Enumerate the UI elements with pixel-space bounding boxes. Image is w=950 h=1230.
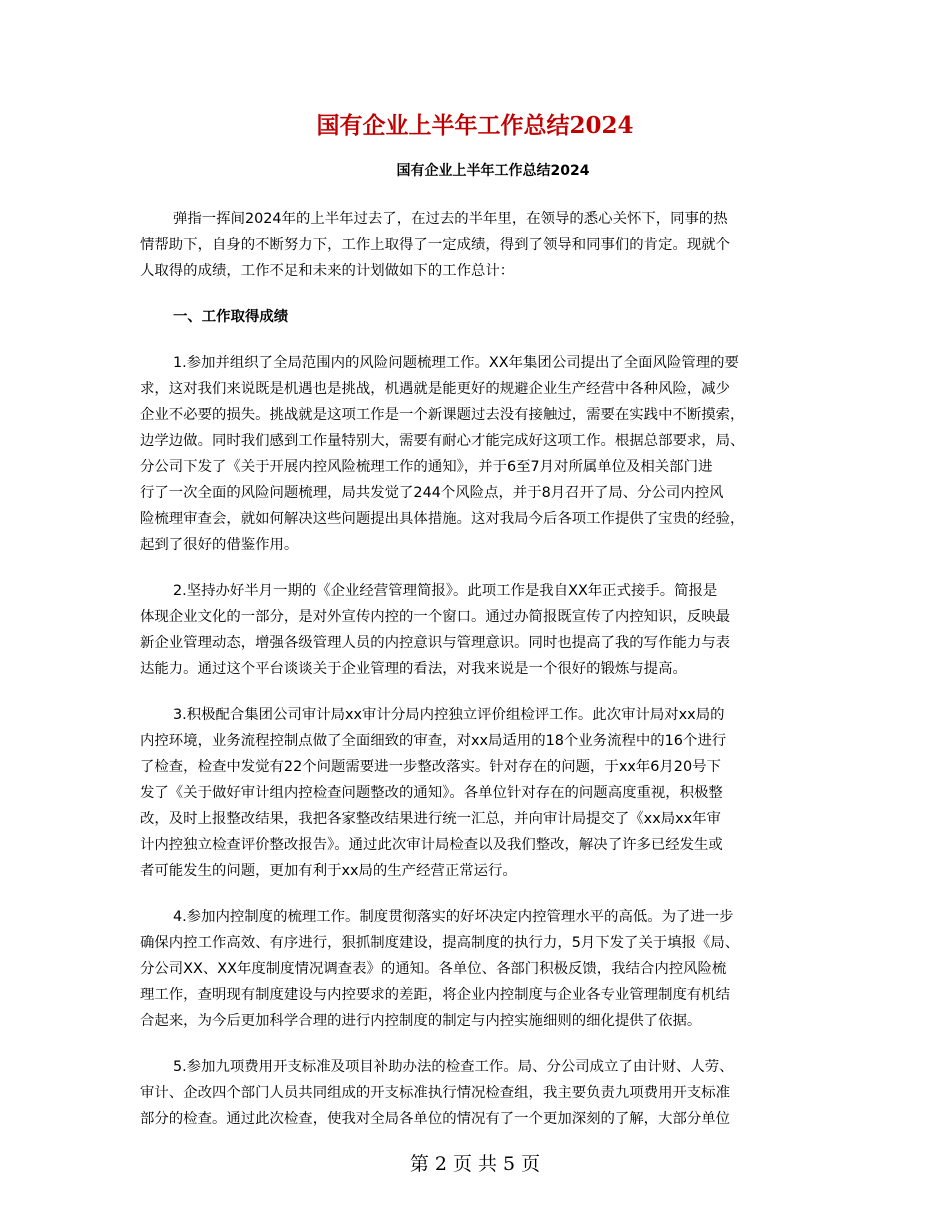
intro-paragraph (140, 206, 820, 284)
text-line: 发了《关于做好审计组内控检查问题整改的通知》。各单位针对存在的问题高度重视，积极整 (140, 785, 723, 801)
text-line: 审计、企改四个部门人员共同组成的开支标准执行情况检查组，我主要负责九项费用开支标准 (140, 1085, 731, 1101)
item-paragraph-1 (140, 350, 820, 558)
text-line: 2.坚持办好半月一期的《企业经营管理简报》。此项工作是我自XX年正式接手。简报是 (173, 583, 718, 599)
text-line: 分公司XX、XX年度制度情况调查表》的通知。各单位、各部门积极反馈，我结合内控风险梳 (140, 961, 727, 977)
text-line: 3.积极配合集团公司审计局xx审计分局内控独立评价组检评工作。此次审计局对xx局的 (173, 707, 725, 723)
text-line: 新企业管理动态，增强各级管理人员的内控意识与管理意识。同时也提高了我的写作能力与表 (140, 635, 731, 651)
section-heading: 一、工作取得成绩 (173, 309, 289, 325)
text-line: 起到了很好的借鉴作用。 (140, 537, 299, 553)
text-line: 达能力。通过这个平台谈谈关于企业管理的看法，对我来说是一个很好的锻炼与提高。 (140, 661, 687, 677)
item-paragraph-4 (140, 904, 820, 1034)
text-line: 求，这对我们来说既是机遇也是挑战，机遇就是能更好的规避企业生产经营中各种风险，减少 (140, 381, 731, 397)
text-line: 计内控独立检查评价整改报告》。通过此次审计局检查以及我们整改，解决了许多已经发生或 (140, 837, 723, 853)
item-paragraph-2 (140, 578, 820, 682)
text-line: 边学边做。同时我们感到工作量特别大，需要有耐心才能完成好这项工作。根据总部要求，局、 (140, 433, 745, 449)
text-line: 体现企业文化的一部分，是对外宣传内控的一个窗口。通过办简报既宣传了内控知识，反映最 (140, 609, 731, 625)
text-line: 内控环境，业务流程控制点做了全面细致的审查，对xx局适用的18个业务流程中的16个进行 (140, 733, 727, 749)
document-title: 国有企业上半年工作总结2024 (316, 112, 634, 139)
text-line: 5.参加九项费用开支标准及项目补助办法的检查工作。局、分公司成立了由计财、人劳、 (173, 1059, 734, 1075)
text-line: 合起来，为今后更加科学合理的进行内控制度的制定与内控实施细则的细化提供了依据。 (140, 1013, 702, 1029)
text-line: 部分的检查。通过此次检查，使我对全局各单位的情况有了一个更加深刻的了解，大部分单位 (140, 1111, 731, 1127)
item-paragraph-3 (140, 702, 820, 884)
text-line: 1.参加并组织了全局范围内的风险问题梳理工作。XX年集团公司提出了全面风险管理的要 (173, 355, 739, 371)
text-line: 了检查，检查中发觉有22个问题需要进一步整改落实。针对存在的问题，于xx年6月20号下 (140, 759, 721, 775)
text-line: 者可能发生的问题，更加有利于xx局的生产经营正常运行。 (140, 863, 517, 879)
text-line: 确保内控工作高效、有序进行，狠抓制度建设，提高制度的执行力，5月下发了关于填报《局、 (140, 935, 740, 951)
text-line: 分公司下发了《关于开展内控风险梳理工作的通知》，并于6至7月对所属单位及相关部门进 (140, 459, 713, 475)
text-line: 人取得的成绩，工作不足和未来的计划做如下的工作总计： (140, 263, 515, 279)
document-subtitle: 国有企业上半年工作总结2024 (396, 163, 590, 179)
text-line: 改，及时上报整改结果，我把各家整改结果进行统一汇总，并向审计局提交了《xx局xx年审 (140, 811, 721, 827)
text-line: 行了一次全面的风险问题梳理，局共发觉了244个风险点，并于8月召开了局、分公司内控风 (140, 485, 724, 501)
text-line: 险梳理审查会，就如何解决这些问题提出具体措施。这对我局今后各项工作提供了宝贵的经验， (140, 511, 745, 527)
text-line: 企业不必要的损失。挑战就是这项工作是一个新课题过去没有接触过，需要在实践中不断摸索， (140, 407, 745, 423)
text-line: 弹指一挥间2024年的上半年过去了，在过去的半年里，在领导的悉心关怀下，同事的热 (173, 211, 728, 227)
text-line: 4.参加内控制度的梳理工作。制度贯彻落实的好坏决定内控管理水平的高低。为了进一步 (173, 909, 734, 925)
item-paragraph-5 (140, 1054, 820, 1132)
page-number-footer: 第 2 页 共 5 页 (409, 1153, 541, 1175)
document-body (140, 206, 820, 1152)
text-line: 理工作，查明现有制度建设与内控要求的差距，将企业内控制度与企业各专业管理制度有机结 (140, 987, 731, 1003)
text-line: 情帮助下，自身的不断努力下，工作上取得了一定成绩，得到了领导和同事们的肯定。现就个 (140, 237, 731, 253)
